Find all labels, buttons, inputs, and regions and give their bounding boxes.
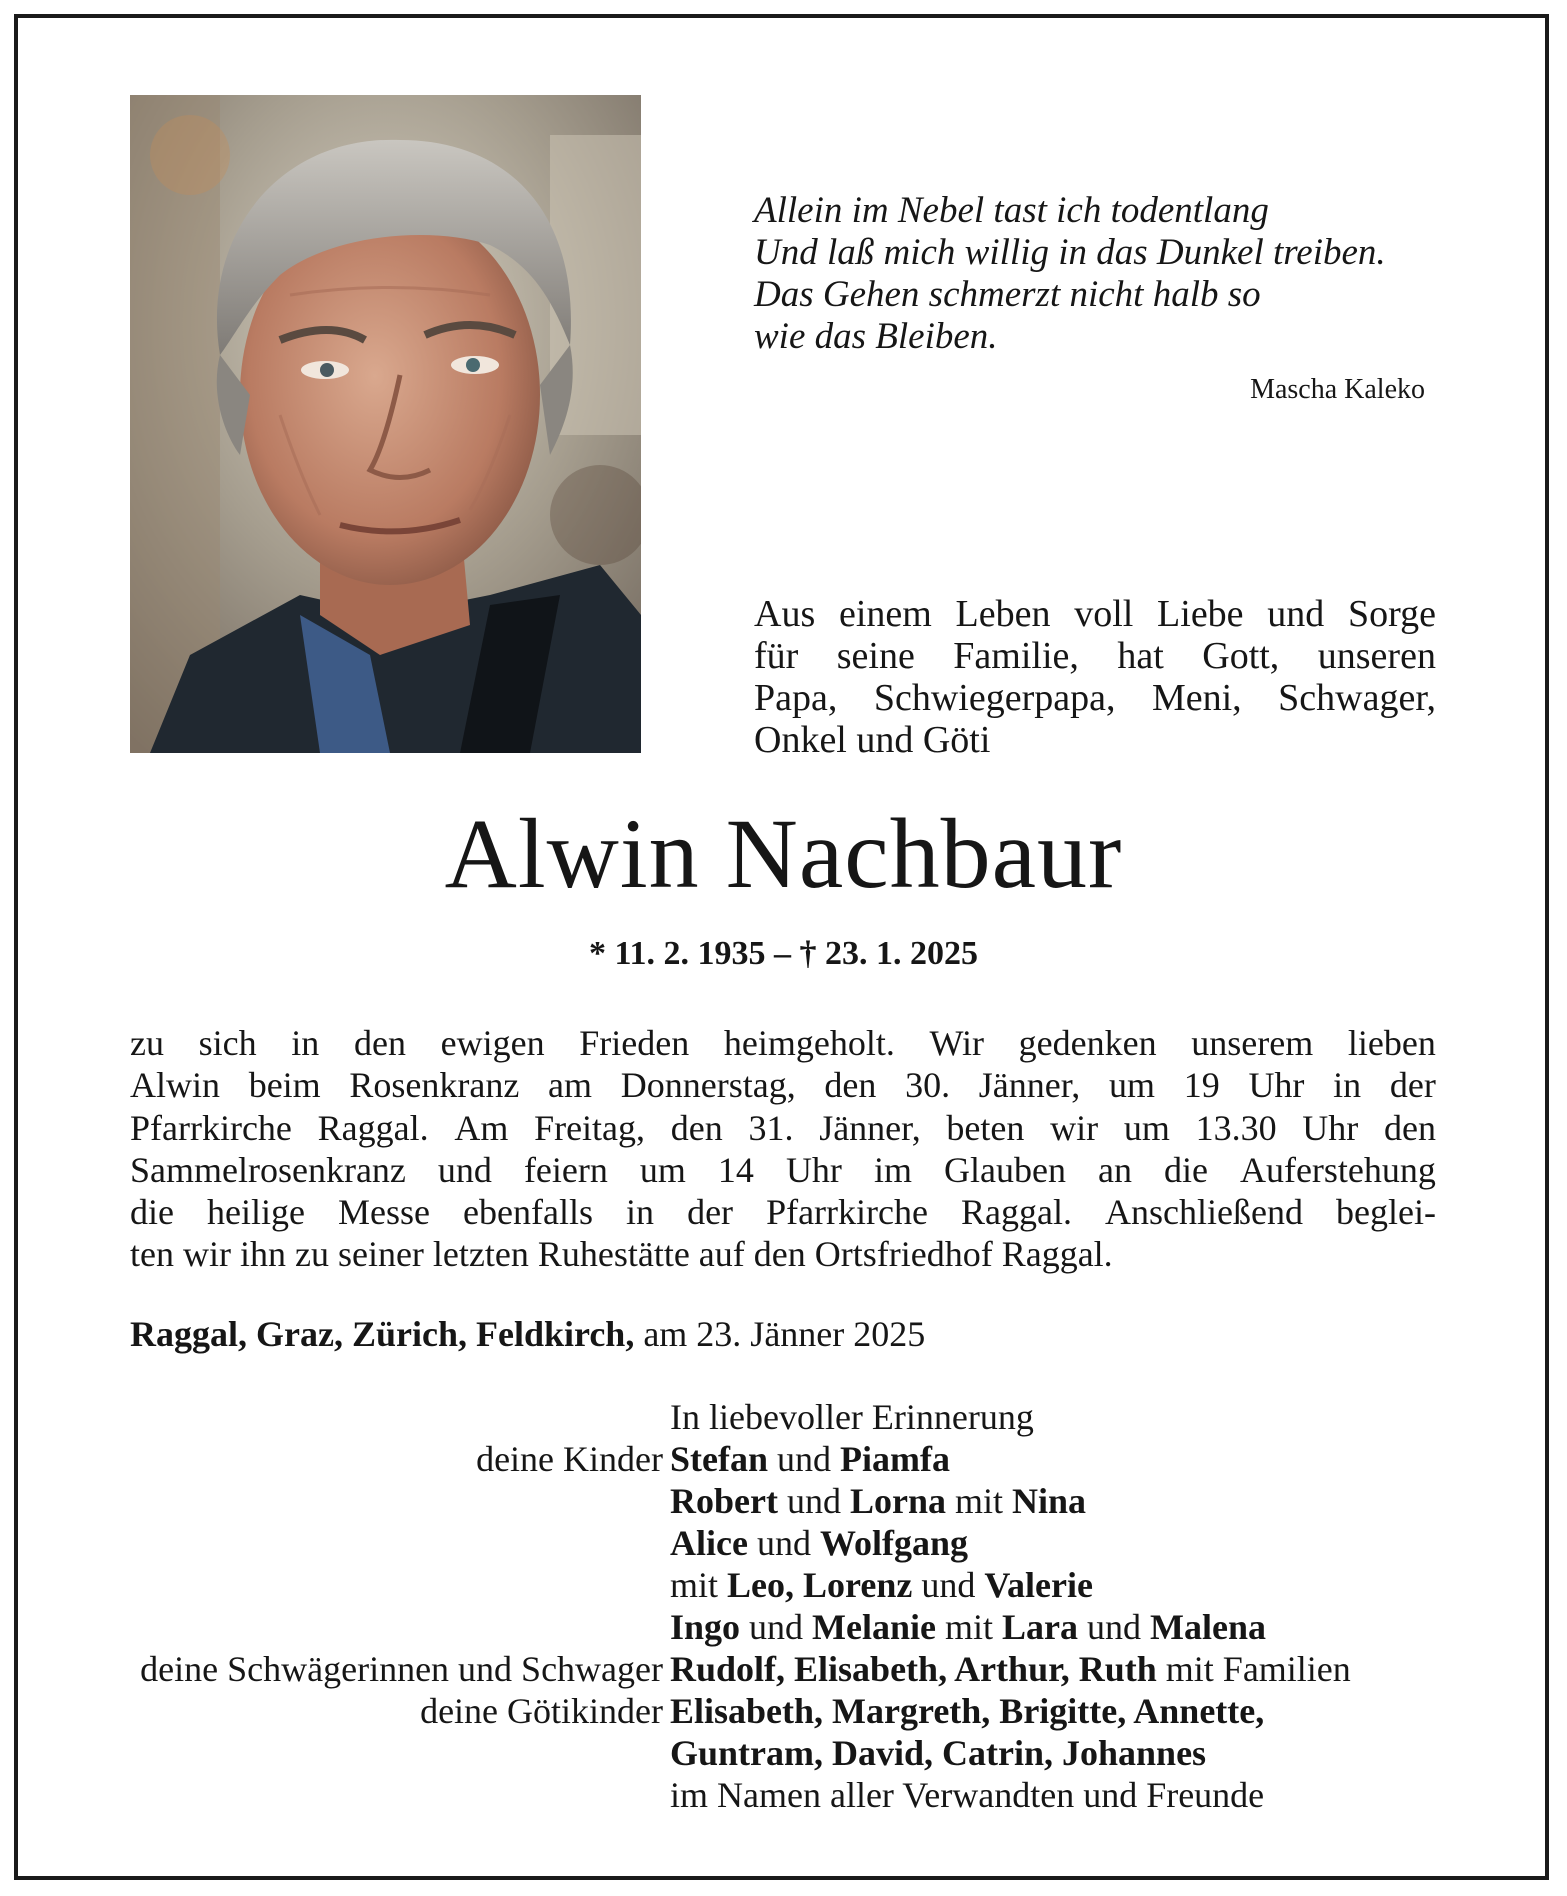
word: Messe: [338, 1192, 431, 1233]
signature-names: [670, 1606, 1567, 1648]
word: den: [353, 1023, 406, 1063]
word: ewigen: [440, 1023, 545, 1063]
word: am: [548, 1065, 593, 1106]
word: feiern: [523, 1149, 608, 1190]
word: unseren: [1317, 635, 1436, 677]
word: Raggal.: [317, 1107, 429, 1148]
body-line: [130, 1064, 1436, 1106]
body-line: [130, 1107, 1436, 1149]
word: Gott,: [1202, 635, 1280, 677]
word: Freitag,: [534, 1107, 646, 1148]
signature-names: [670, 1480, 1567, 1522]
family-name: Elisabeth, Margreth, Brigitte, Annette,: [670, 1691, 1265, 1731]
word: seine: [836, 635, 915, 677]
life-dates: * 11. 2. 1935 – † 23. 1. 2025: [588, 935, 979, 972]
word: Pfarrkirche: [766, 1192, 928, 1233]
place-and-date: [130, 1313, 925, 1355]
intro-line: [754, 593, 1436, 635]
poem-line: wie das Bleiben.: [754, 316, 998, 357]
word: Anschließend: [1105, 1192, 1303, 1233]
word: hat: [1117, 635, 1164, 677]
signature-label: [0, 1480, 670, 1522]
signature-rows: [0, 1438, 1567, 1816]
poem-line: Allein im Nebel tast ich todentlang: [754, 190, 1269, 231]
intro-line: [754, 677, 1436, 719]
poem-line: Das Gehen schmerzt nicht halb so: [754, 274, 1261, 315]
signature-label: deine Schwägerinnen und Schwager: [140, 1649, 663, 1689]
signature-label: [0, 1606, 670, 1648]
word: Pfarrkirche: [130, 1107, 292, 1148]
word: die: [1163, 1149, 1208, 1190]
signature-row: [0, 1648, 1567, 1690]
poem: [754, 190, 1386, 358]
word: in: [1333, 1065, 1362, 1106]
family-name: Leo, Lorenz: [727, 1565, 913, 1605]
family-name: Robert: [670, 1481, 778, 1521]
word: heimgeholt.: [723, 1023, 895, 1063]
word: Leben: [955, 593, 1051, 635]
family-name: Malena: [1150, 1607, 1266, 1647]
word: Raggal.: [961, 1192, 1072, 1233]
word: der: [1389, 1065, 1436, 1106]
word: in: [291, 1023, 320, 1063]
signature-names: [670, 1522, 1567, 1564]
word: Donnerstag,: [620, 1065, 796, 1106]
word: Jänner,: [819, 1107, 921, 1148]
word: Alwin: [130, 1065, 220, 1106]
connector-text: und: [1078, 1607, 1151, 1647]
word: 14: [717, 1149, 754, 1190]
portrait-image: [130, 95, 641, 753]
word: heilige: [207, 1192, 305, 1233]
body-line: [130, 1233, 1436, 1275]
word: beten: [946, 1107, 1025, 1148]
word: unserem: [1191, 1023, 1314, 1063]
signature-row: [0, 1564, 1567, 1606]
word: und: [1267, 593, 1325, 635]
place-cities: Raggal, Graz, Zürich, Feldkirch,: [130, 1314, 635, 1354]
signature-names: [670, 1732, 1567, 1774]
portrait-photo: [130, 95, 641, 753]
word: Schwiegerpapa,: [873, 677, 1116, 719]
word: Onkel und Göti: [754, 719, 991, 761]
word: den: [1384, 1107, 1436, 1148]
word: Uhr: [1248, 1065, 1305, 1106]
word: Glauben: [943, 1149, 1066, 1190]
word: Aus: [754, 593, 816, 635]
signature-row: [0, 1732, 1567, 1774]
poem-author: Mascha Kaleko: [1250, 374, 1425, 405]
signature-label: deine Kinder: [476, 1439, 663, 1479]
body-line: [130, 1191, 1436, 1233]
word: 13.30: [1195, 1107, 1277, 1148]
word: ebenfalls: [463, 1192, 593, 1233]
signature-heading: In liebevoller Erinnerung: [670, 1397, 1034, 1437]
word: um: [639, 1149, 686, 1190]
family-name: Rudolf, Elisabeth, Arthur, Ruth: [670, 1649, 1157, 1689]
word: beglei-: [1336, 1192, 1436, 1233]
word: um: [1109, 1065, 1156, 1106]
signature-names: [670, 1648, 1567, 1690]
word: Liebe: [1157, 593, 1244, 635]
family-name: Lorna: [849, 1481, 946, 1521]
word: 31.: [748, 1107, 794, 1148]
intro-line: [754, 635, 1436, 677]
deceased-name: Alwin Nachbaur: [444, 798, 1123, 909]
word: gedenken: [1018, 1023, 1157, 1063]
family-name: Nina: [1012, 1481, 1087, 1521]
signature-row: [0, 1522, 1567, 1564]
word: sich: [198, 1023, 257, 1063]
signature-label: [0, 1522, 670, 1564]
signature-label: [0, 1732, 670, 1774]
signature-row: [0, 1480, 1567, 1522]
family-name: Lara: [1002, 1607, 1079, 1647]
connector-text: mit: [945, 1481, 1012, 1521]
family-name: Melanie: [812, 1607, 936, 1647]
signature-label: [0, 1564, 670, 1606]
word: Uhr: [785, 1149, 842, 1190]
word: ten wir ihn zu seiner letzten Ruhestätte auf den Ortsfriedhof Raggal.: [130, 1234, 1113, 1275]
connector-text: im Namen aller Verwandten und Freunde: [670, 1775, 1265, 1815]
word: Papa,: [754, 677, 838, 719]
word: 30.: [905, 1065, 951, 1106]
poem-line: Und laß mich willig in das Dunkel treiben.: [754, 232, 1386, 273]
word: Wir: [929, 1023, 985, 1063]
connector-text: und: [777, 1481, 850, 1521]
connector-text: mit Familien: [1156, 1649, 1351, 1689]
signature-heading-row: [0, 1396, 1567, 1438]
word: die: [130, 1192, 174, 1233]
connector-text: mit: [936, 1607, 1003, 1647]
word: Familie,: [953, 635, 1079, 677]
word: den: [824, 1065, 877, 1106]
word: in: [626, 1192, 655, 1233]
word: beim: [248, 1065, 321, 1106]
word: voll: [1074, 593, 1134, 635]
family-name: Stefan: [670, 1439, 768, 1479]
signature-row: [0, 1606, 1567, 1648]
body-line: [130, 1022, 1436, 1064]
connector-text: mit: [670, 1565, 728, 1605]
signature-row: [0, 1774, 1567, 1816]
place-date: am 23. Jänner 2025: [643, 1314, 926, 1354]
family-name: Alice: [670, 1523, 748, 1563]
announcement-text: [130, 1022, 1436, 1276]
family-name: Piamfa: [840, 1439, 950, 1479]
signature-label: deine Götikinder: [420, 1691, 663, 1731]
word: zu: [130, 1023, 164, 1063]
body-line: [130, 1149, 1436, 1191]
family-name: Valerie: [984, 1565, 1093, 1605]
word: Schwager,: [1278, 677, 1436, 719]
connector-text: und: [768, 1439, 840, 1479]
word: einem: [838, 593, 932, 635]
intro-line: [754, 719, 1436, 761]
word: wir: [1050, 1107, 1099, 1148]
word: im: [873, 1149, 912, 1190]
word: Am: [454, 1107, 509, 1148]
word: Sammelrosenkranz: [130, 1149, 406, 1190]
signature-names: [670, 1564, 1567, 1606]
word: Jänner,: [978, 1065, 1081, 1106]
family-name: Guntram, David, Catrin, Johannes: [670, 1733, 1207, 1773]
connector-text: und: [747, 1523, 820, 1563]
connector-text: und: [912, 1565, 985, 1605]
word: an: [1097, 1149, 1132, 1190]
word: der: [687, 1192, 734, 1233]
signature-row: [0, 1438, 1567, 1480]
signature-names: [670, 1438, 1567, 1480]
word: für: [754, 635, 799, 677]
intro-text: [754, 593, 1436, 761]
word: Frieden: [579, 1023, 690, 1063]
signature-names: [670, 1690, 1567, 1732]
word: Sorge: [1348, 593, 1436, 635]
signature-label: [0, 1774, 670, 1816]
word: den: [670, 1107, 723, 1148]
word: Auferstehung: [1239, 1149, 1436, 1190]
word: und: [437, 1149, 492, 1190]
word: um: [1123, 1107, 1170, 1148]
word: Uhr: [1302, 1107, 1359, 1148]
word: Rosenkranz: [349, 1065, 520, 1106]
signature-row: [0, 1690, 1567, 1732]
family-name: Wolfgang: [819, 1523, 968, 1563]
connector-text: und: [740, 1607, 813, 1647]
signature-names: [670, 1774, 1567, 1816]
signature-block: [0, 1396, 1567, 1816]
word: Meni,: [1151, 677, 1242, 719]
word: lieben: [1347, 1023, 1436, 1063]
family-name: Ingo: [670, 1607, 741, 1647]
word: 19: [1183, 1065, 1220, 1106]
